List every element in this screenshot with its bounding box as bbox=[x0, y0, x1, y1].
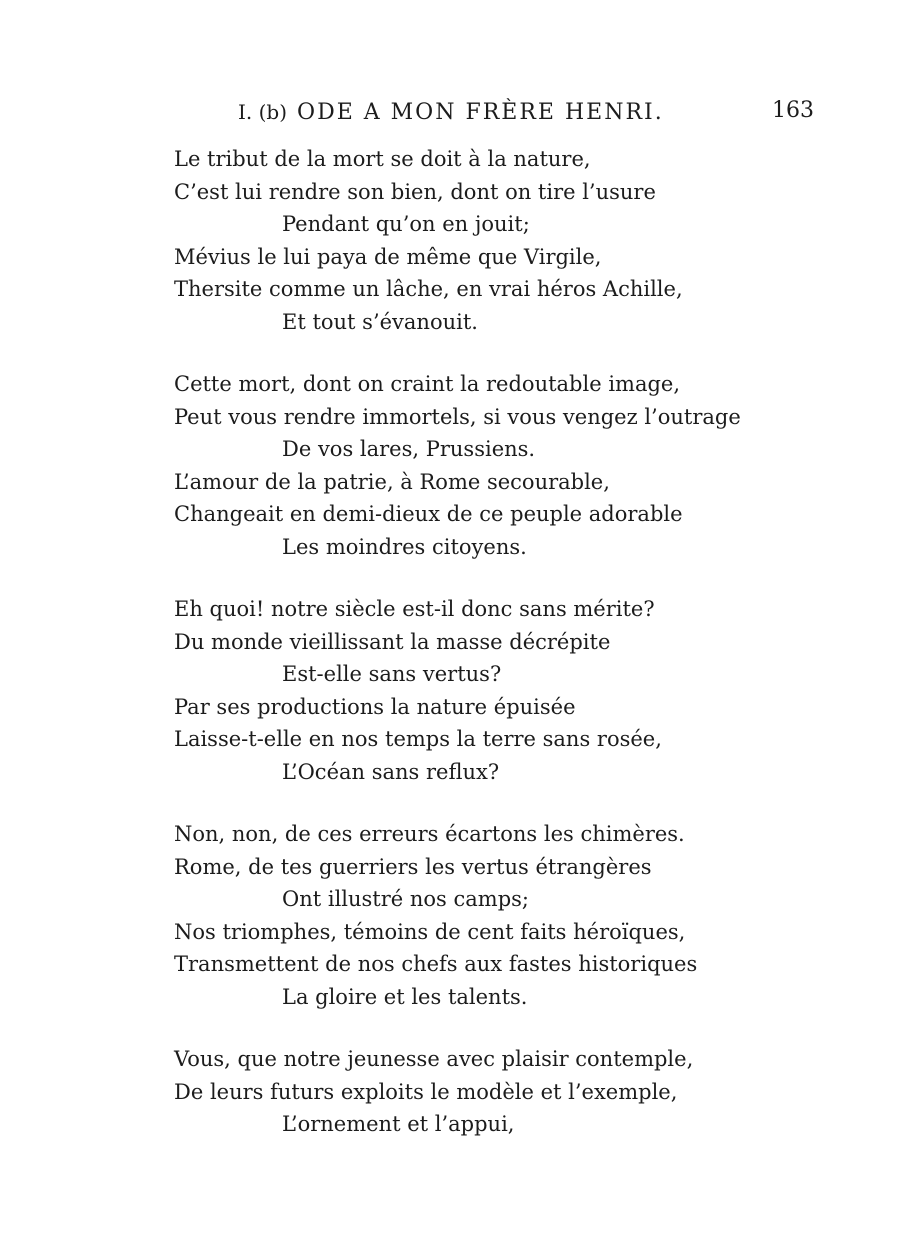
verse-line: Thersite comme un lâche, en vrai héros Achille, bbox=[174, 277, 683, 301]
verse-line: Transmettent de nos chefs aux fastes historiques bbox=[174, 952, 698, 976]
verse-line: Peut vous rendre immortels, si vous vengez l’outrage bbox=[174, 404, 741, 429]
verse-line: De leurs futurs exploits le modèle et l’exemple, bbox=[174, 1079, 678, 1104]
verse-line-short: Est-elle sans vertus? bbox=[282, 662, 502, 686]
page-number: 163 bbox=[772, 98, 814, 123]
verse-line: Par ses productions la nature épuisée bbox=[174, 694, 576, 719]
verse-line: Non, non, de ces erreurs écartons les chimères. bbox=[174, 822, 685, 846]
running-head bbox=[238, 100, 664, 125]
verse-line-short: De vos lares, Prussiens. bbox=[282, 437, 536, 461]
stanza-4 bbox=[174, 818, 794, 1013]
verse-line: Changeait en demi-dieux de ce peuple adorable bbox=[174, 502, 683, 526]
verse-line: Mévius le lui paya de même que Virgile, bbox=[174, 244, 602, 269]
verse-line-short: Et tout s’évanouit. bbox=[282, 309, 478, 334]
stanza-3 bbox=[174, 593, 794, 788]
verse-line: Eh quoi! notre siècle est-il donc sans mérite? bbox=[174, 597, 655, 621]
verse-line-short: L’ornement et l’appui, bbox=[282, 1112, 515, 1136]
stanza-1 bbox=[174, 143, 794, 338]
verse-line: Cette mort, dont on craint la redoutable image, bbox=[174, 372, 681, 396]
stanza-2 bbox=[174, 368, 794, 563]
verse-line: Laisse-t-elle en nos temps la terre sans rosée, bbox=[174, 727, 662, 751]
verse-line: Le tribut de la mort se doit à la nature, bbox=[174, 147, 591, 171]
verse-line-short: Les moindres citoyens. bbox=[282, 534, 527, 559]
verse-line: L’amour de la patrie, à Rome secourable, bbox=[174, 469, 610, 494]
verse-line: Nos triomphes, témoins de cent faits héroïques, bbox=[174, 919, 686, 944]
verse-line-short: Ont illustré nos camps; bbox=[282, 887, 529, 911]
verse-line-short: Pendant qu’on en jouit; bbox=[282, 212, 530, 236]
verse-line: C’est lui rendre son bien, dont on tire l’usure bbox=[174, 179, 656, 204]
section-reference: I. (b) bbox=[238, 100, 288, 124]
verse-line-short: La gloire et les talents. bbox=[282, 984, 528, 1009]
page-title: ODE A MON FRÈRE HENRI. bbox=[297, 100, 664, 125]
verse-line-short: L’Océan sans reflux? bbox=[282, 759, 500, 784]
stanza-5 bbox=[174, 1043, 794, 1141]
poem bbox=[174, 143, 794, 1171]
verse-line: Du monde vieillissant la masse décrépite bbox=[174, 629, 611, 654]
verse-line: Vous, que notre jeunesse avec plaisir contemple, bbox=[174, 1047, 694, 1071]
verse-line: Rome, de tes guerriers les vertus étrangères bbox=[174, 854, 652, 879]
